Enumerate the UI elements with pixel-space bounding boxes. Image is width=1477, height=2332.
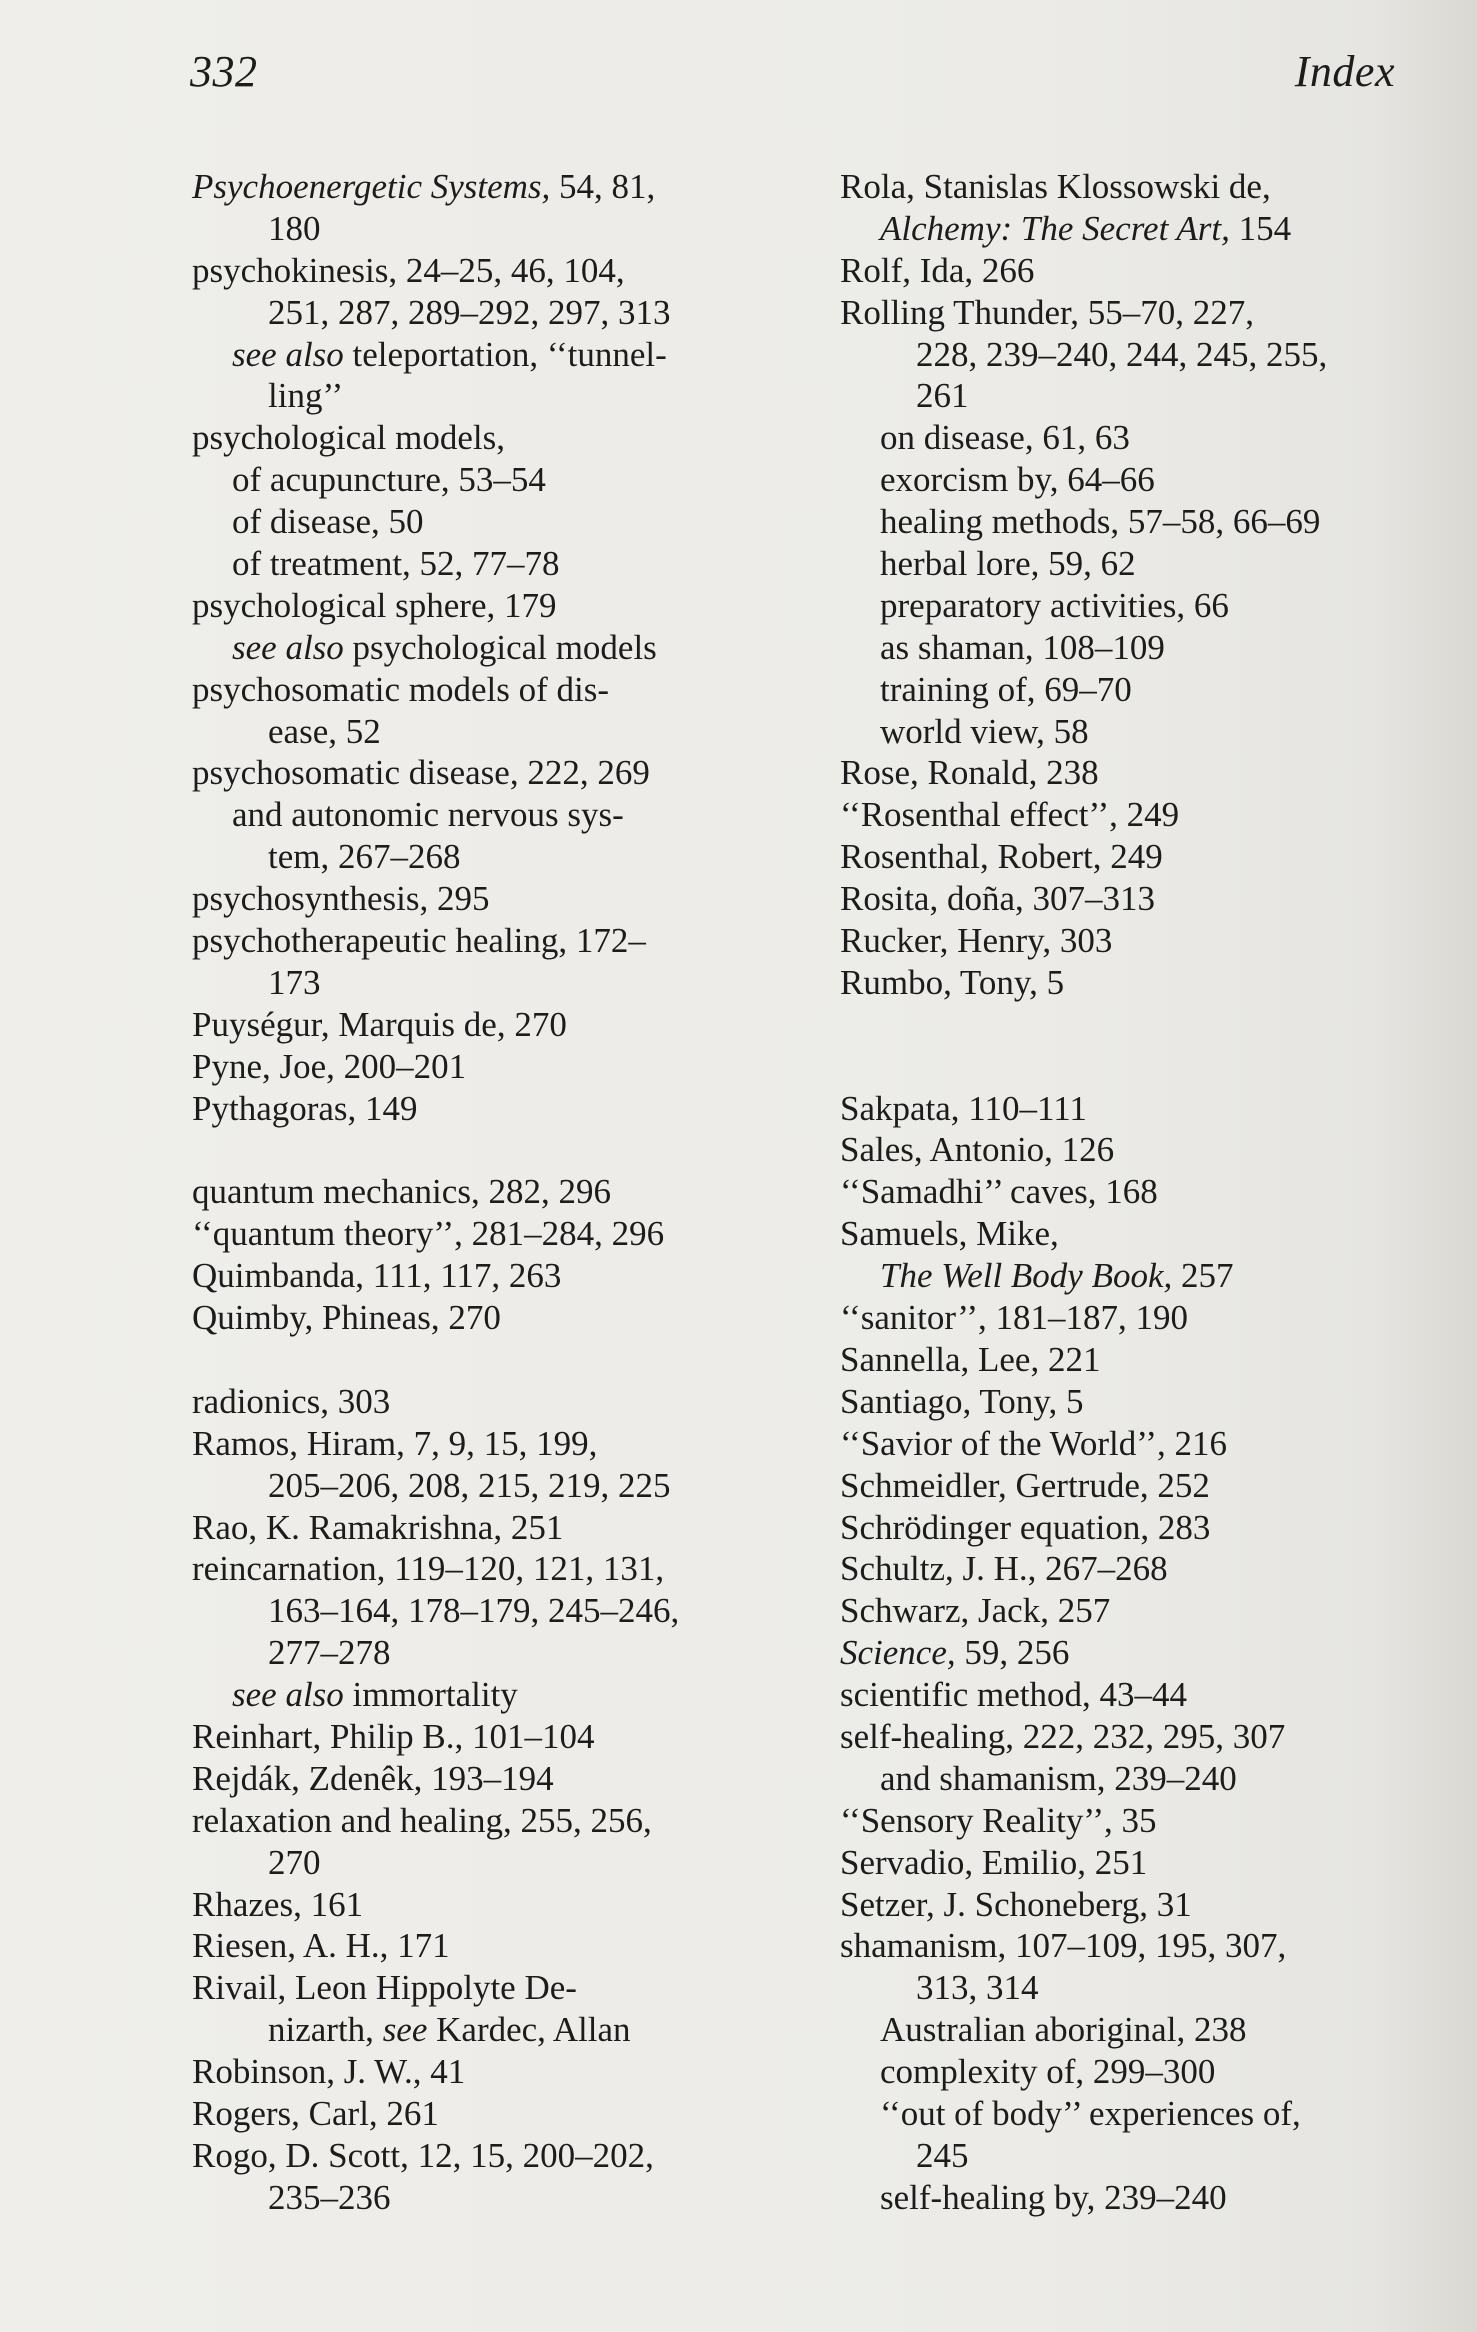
index-entry-line [192,669,752,711]
entry-text: Servadio, Emilio, 251 [840,1842,1148,1882]
index-entry-line [840,1339,1420,1381]
index-entry-line [192,1423,752,1465]
entry-text: Schmeidler, Gertrude, 252 [840,1465,1210,1505]
index-entry-line [840,794,1420,836]
entry-text: Rivail, Leon Hippolyte De- [192,1968,577,2008]
entry-text: 261 [916,376,969,416]
entry-text: psychosomatic models of dis- [192,669,610,709]
index-subentry-line [840,2177,1420,2219]
entry-text: Setzer, J. Schoneberg, 31 [840,1884,1192,1924]
index-entry-line [840,1548,1420,1590]
index-subentry-line [192,501,752,543]
entry-text: Sannella, Lee, 221 [840,1339,1101,1379]
index-continuation-line [840,1967,1420,2009]
entry-text: Australian aboriginal, 238 [880,2010,1247,2050]
entry-text: 251, 287, 289–292, 297, 313 [268,292,671,332]
entry-text: psychosomatic disease, 222, 269 [192,753,650,793]
entry-text: Rao, K. Ramakrishna, 251 [192,1507,564,1547]
index-subentry-line [840,711,1420,753]
index-continuation-line [192,292,752,334]
index-subentry-line [840,459,1420,501]
entry-text: ‘‘sanitor’’, 181–187, 190 [840,1298,1188,1338]
index-entry-line [192,1381,752,1423]
index-continuation-line [192,711,752,753]
index-entry-line [840,292,1420,334]
entry-text: relaxation and healing, 255, 256, [192,1800,652,1840]
index-entry-line [840,1884,1420,1926]
entry-text: immortality [343,1675,518,1715]
entry-text: 245 [916,2135,969,2175]
index-continuation-line [192,2009,752,2051]
index-continuation-line [192,1590,752,1632]
entry-text: Rejdák, Zdenêk, 193–194 [192,1758,554,1798]
index-subentry-line [192,1674,752,1716]
entry-text: self-healing, 222, 232, 295, 307 [840,1716,1286,1756]
entry-text: 270 [268,1842,321,1882]
italic-text: Alchemy: The Secret Art, [880,208,1230,248]
entry-text: healing methods, 57–58, 66–69 [880,502,1321,542]
entry-text: quantum mechanics, 282, 296 [192,1172,611,1212]
entry-text: tem, 267–268 [268,837,461,877]
running-title: Index [1294,47,1395,96]
entry-text: radionics, 303 [192,1381,391,1421]
index-entry-line [192,1088,752,1130]
entry-text: 235–236 [268,2177,391,2217]
entry-text: as shaman, 108–109 [880,627,1165,667]
index-entry-line [192,1171,752,1213]
entry-text: Schultz, J. H., 267–268 [840,1549,1168,1589]
index-entry-line [192,1800,752,1842]
index-continuation-line [840,334,1420,376]
index-continuation-line [192,1842,752,1884]
index-entry-line [840,1800,1420,1842]
entry-text: Rucker, Henry, 303 [840,921,1113,961]
entry-text: psychokinesis, 24–25, 46, 104, [192,250,625,290]
index-subentry-line [192,334,752,376]
entry-text: world view, 58 [880,711,1089,751]
index-entry-line [192,920,752,962]
italic-text: Psychoenergetic Systems, [192,167,551,206]
entry-text: ‘‘Sensory Reality’’, 35 [840,1800,1157,1840]
entry-text: Rumbo, Tony, 5 [840,962,1065,1002]
entry-text: psychotherapeutic healing, 172– [192,921,646,961]
entry-text: of treatment, 52, 77–78 [232,544,560,584]
entry-text: on disease, 61, 63 [880,418,1130,458]
entry-text: ‘‘Samadhi’’ caves, 168 [840,1172,1158,1212]
entry-text: Rogo, D. Scott, 12, 15, 200–202, [192,2135,654,2175]
index-subentry-line [192,627,752,669]
index-subentry-line [840,1758,1420,1800]
index-subentry-line [840,501,1420,543]
entry-text: 154 [1229,208,1292,248]
index-entry-line [192,1716,752,1758]
entry-text: and autonomic nervous sys- [232,795,624,835]
entry-text: Santiago, Tony, 5 [840,1381,1084,1421]
entry-text: herbal lore, 59, 62 [880,544,1136,584]
entry-text: ling’’ [268,376,344,416]
entry-text: Rola, Stanislas Klossowski de, [840,167,1271,206]
index-subentry-line [192,459,752,501]
index-entry-line [840,1381,1420,1423]
entry-text: Sales, Antonio, 126 [840,1130,1115,1170]
entry-text: ‘‘Rosenthal effect’’, 249 [840,795,1180,835]
index-entry-line [840,1842,1420,1884]
index-entry-line [840,1171,1420,1213]
entry-text: ease, 52 [268,711,381,751]
index-entry-line [840,1088,1420,1130]
entry-text: complexity of, 299–300 [880,2052,1216,2092]
entry-text: psychosynthesis, 295 [192,879,490,919]
entry-text: nizarth, [268,2010,383,2050]
entry-text: 313, 314 [916,1968,1039,2008]
index-entry-line [192,1967,752,2009]
entry-text: 163–164, 178–179, 245–246, [268,1591,680,1631]
index-column-left [192,166,752,2219]
index-group-spacer [192,1129,752,1171]
index-entry-line [192,1046,752,1088]
italic-text: see also [232,1675,344,1715]
entry-text: training of, 69–70 [880,669,1132,709]
entry-text: 277–278 [268,1633,391,1673]
index-entry-line [192,1925,752,1967]
entry-text: 173 [268,962,321,1002]
index-entry-line [840,1213,1420,1255]
index-entry-line [192,1548,752,1590]
entry-text: Pyne, Joe, 200–201 [192,1046,467,1086]
index-column-right [840,166,1420,2219]
entry-text: Riesen, A. H., 171 [192,1926,450,1966]
index-entry-line [840,166,1420,208]
index-entry-line [192,752,752,794]
entry-text: of disease, 50 [232,502,424,542]
index-entry-line [840,836,1420,878]
italic-text: see [382,2010,428,2050]
entry-text: Kardec, Allan [427,2010,631,2050]
index-entry-line [840,1129,1420,1171]
index-continuation-line [192,1465,752,1507]
entry-text: psychological models, [192,418,506,458]
entry-text: Quimby, Phineas, 270 [192,1298,501,1338]
entry-text: 205–206, 208, 215, 219, 225 [268,1465,671,1505]
index-subentry-line [840,2093,1420,2135]
index-subentry-line [192,794,752,836]
index-subentry-line [840,543,1420,585]
index-entry-line [192,585,752,627]
entry-text: shamanism, 107–109, 195, 307, [840,1926,1287,1966]
entry-text: Quimbanda, 111, 117, 263 [192,1256,562,1296]
entry-text: Rolf, Ida, 266 [840,250,1035,290]
index-entry-line [192,1507,752,1549]
entry-text: psychological sphere, 179 [192,585,557,625]
index-entry-line [840,1507,1420,1549]
entry-text: ‘‘quantum theory’’, 281–284, 296 [192,1214,665,1254]
entry-text: scientific method, 43–44 [840,1675,1188,1715]
index-entry-line [840,1590,1420,1632]
index-continuation-line [192,1632,752,1674]
index-subentry-line [840,2051,1420,2093]
entry-text: Rolling Thunder, 55–70, 227, [840,292,1255,332]
entry-text: Sakpata, 110–111 [840,1088,1087,1128]
index-entry-line [192,1004,752,1046]
index-subentry-line [840,1255,1420,1297]
index-entry-line [192,1758,752,1800]
entry-text: Reinhart, Philip B., 101–104 [192,1716,595,1756]
italic-text: see also [232,334,344,374]
index-subentry-line [192,543,752,585]
entry-text: and shamanism, 239–240 [880,1758,1237,1798]
index-entry-line [192,1884,752,1926]
index-entry-line [192,166,752,208]
index-subentry-line [840,208,1420,250]
entry-text: Rosita, doña, 307–313 [840,879,1155,919]
index-entry-line [840,250,1420,292]
index-entry-line [840,752,1420,794]
entry-text: of acupuncture, 53–54 [232,460,546,500]
index-subentry-line [840,627,1420,669]
index-subentry-line [840,669,1420,711]
index-continuation-line [192,962,752,1004]
index-entry-line [192,2135,752,2177]
entry-text: 228, 239–240, 244, 245, 255, [916,334,1328,374]
entry-text: reincarnation, 119–120, 121, 131, [192,1549,665,1589]
entry-text: Samuels, Mike, [840,1214,1059,1254]
entry-text: Rose, Ronald, 238 [840,753,1099,793]
index-entry-line [192,878,752,920]
index-continuation-line [192,375,752,417]
entry-text: Rhazes, 161 [192,1884,364,1924]
entry-text: Ramos, Hiram, 7, 9, 15, 199, [192,1423,598,1463]
index-entry-line [840,1297,1420,1339]
entry-text: Schwarz, Jack, 257 [840,1591,1111,1631]
entry-text: Pythagoras, 149 [192,1088,418,1128]
index-subentry-line [840,2009,1420,2051]
index-entry-line [840,1674,1420,1716]
index-continuation-line [840,375,1420,417]
entry-text: teleportation, ‘‘tunnel- [343,334,667,374]
index-entry-line [192,2093,752,2135]
entry-text: Robinson, J. W., 41 [192,2052,466,2092]
entry-text: psychological models [343,627,657,667]
entry-text: ‘‘out of body’’ experiences of, [880,2093,1301,2133]
index-entry-line [192,417,752,459]
italic-text: The Well Body Book, [880,1256,1173,1296]
entry-text: self-healing by, 239–240 [880,2177,1227,2217]
index-entry-line [192,250,752,292]
index-group-spacer [192,1339,752,1381]
index-continuation-line [840,2135,1420,2177]
index-entry-line [840,920,1420,962]
page-number: 332 [190,47,258,96]
entry-text: Schrödinger equation, 283 [840,1507,1211,1547]
index-entry-line [192,1255,752,1297]
entry-text: Rosenthal, Robert, 249 [840,837,1163,877]
entry-text: exorcism by, 64–66 [880,460,1155,500]
index-entry-line [840,1423,1420,1465]
italic-text: Science, [840,1633,956,1673]
index-entry-line [840,1632,1420,1674]
entry-text: 180 [268,208,321,248]
index-entry-line [840,1925,1420,1967]
index-group-spacer [840,1004,1420,1046]
entry-text: 59, 256 [955,1633,1070,1673]
entry-text: Rogers, Carl, 261 [192,2093,439,2133]
italic-text: see also [232,627,344,667]
index-entry-line [192,1213,752,1255]
entry-text: ‘‘Savior of the World’’, 216 [840,1423,1227,1463]
entry-text: 257 [1172,1256,1234,1296]
entry-text: Puységur, Marquis de, 270 [192,1004,567,1044]
index-continuation-line [192,2177,752,2219]
index-entry-line [192,1297,752,1339]
index-entry-line [192,2051,752,2093]
index-entry-line [840,1716,1420,1758]
index-continuation-line [192,836,752,878]
index-subentry-line [840,417,1420,459]
entry-text: 54, 81, [550,167,656,206]
index-entry-line [840,878,1420,920]
index-continuation-line [192,208,752,250]
entry-text: preparatory activities, 66 [880,585,1229,625]
index-entry-line [840,1465,1420,1507]
index-subentry-line [840,585,1420,627]
index-entry-line [840,962,1420,1004]
index-group-spacer [840,1046,1420,1088]
